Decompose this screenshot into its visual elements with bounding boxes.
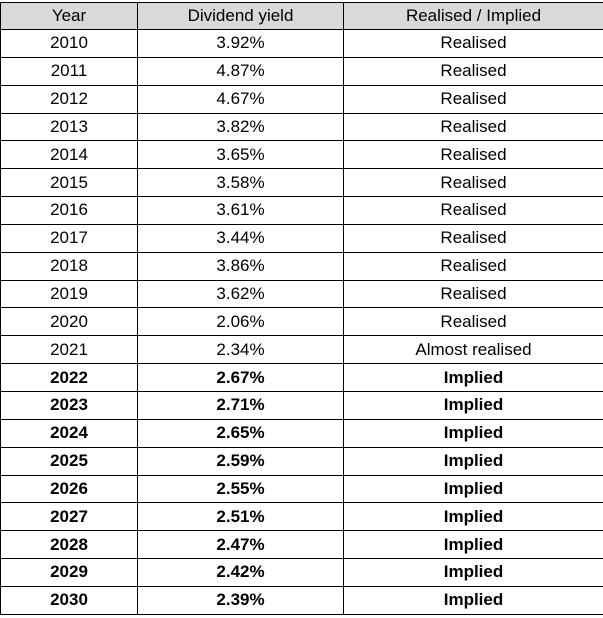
table-row bbox=[1, 503, 603, 531]
dividend-yield-cell: 4.87% bbox=[138, 57, 344, 85]
dividend-yield-cell: 2.59% bbox=[138, 447, 344, 475]
table-row bbox=[1, 419, 603, 447]
status-cell: Realised bbox=[344, 85, 603, 113]
dividend-yield-cell: 3.61% bbox=[138, 197, 344, 225]
dividend-yield-cell: 2.47% bbox=[138, 531, 344, 559]
year-cell: 2030 bbox=[1, 586, 138, 614]
year-cell: 2017 bbox=[1, 224, 138, 252]
table-row bbox=[1, 224, 603, 252]
dividend-yield-cell: 2.51% bbox=[138, 503, 344, 531]
dividend-yield-table bbox=[0, 2, 603, 615]
status-cell: Realised bbox=[344, 280, 603, 308]
dividend-yield-cell: 2.55% bbox=[138, 475, 344, 503]
year-cell: 2025 bbox=[1, 447, 138, 475]
table-row bbox=[1, 85, 603, 113]
year-cell: 2019 bbox=[1, 280, 138, 308]
dividend-yield-cell: 3.86% bbox=[138, 252, 344, 280]
status-cell: Realised bbox=[344, 30, 603, 58]
dividend-yield-cell: 2.06% bbox=[138, 308, 344, 336]
status-cell: Implied bbox=[344, 559, 603, 587]
status-cell: Implied bbox=[344, 419, 603, 447]
column-header-dividend-yield: Dividend yield bbox=[138, 3, 344, 30]
year-cell: 2010 bbox=[1, 30, 138, 58]
column-header-year: Year bbox=[1, 3, 138, 30]
year-cell: 2026 bbox=[1, 475, 138, 503]
dividend-yield-cell: 3.65% bbox=[138, 141, 344, 169]
status-cell: Implied bbox=[344, 364, 603, 392]
table-row bbox=[1, 364, 603, 392]
year-cell: 2013 bbox=[1, 113, 138, 141]
status-cell: Implied bbox=[344, 503, 603, 531]
dividend-yield-cell: 3.62% bbox=[138, 280, 344, 308]
year-cell: 2027 bbox=[1, 503, 138, 531]
status-cell: Realised bbox=[344, 224, 603, 252]
status-cell: Realised bbox=[344, 113, 603, 141]
table-row bbox=[1, 447, 603, 475]
year-cell: 2016 bbox=[1, 197, 138, 225]
status-cell: Implied bbox=[344, 586, 603, 614]
dividend-yield-cell: 2.34% bbox=[138, 336, 344, 364]
table-row bbox=[1, 531, 603, 559]
year-cell: 2018 bbox=[1, 252, 138, 280]
year-cell: 2024 bbox=[1, 419, 138, 447]
table-row bbox=[1, 30, 603, 58]
table-row bbox=[1, 308, 603, 336]
status-cell: Realised bbox=[344, 308, 603, 336]
dividend-yield-cell: 4.67% bbox=[138, 85, 344, 113]
table-row bbox=[1, 559, 603, 587]
year-cell: 2028 bbox=[1, 531, 138, 559]
table-row bbox=[1, 197, 603, 225]
table-row bbox=[1, 280, 603, 308]
table-row bbox=[1, 113, 603, 141]
status-cell: Implied bbox=[344, 531, 603, 559]
year-cell: 2020 bbox=[1, 308, 138, 336]
dividend-yield-cell: 2.42% bbox=[138, 559, 344, 587]
status-cell: Realised bbox=[344, 197, 603, 225]
dividend-yield-cell: 3.82% bbox=[138, 113, 344, 141]
table-row bbox=[1, 57, 603, 85]
dividend-yield-cell: 3.58% bbox=[138, 169, 344, 197]
table-row bbox=[1, 391, 603, 419]
header-row bbox=[1, 3, 603, 30]
year-cell: 2022 bbox=[1, 364, 138, 392]
dividend-yield-cell: 3.44% bbox=[138, 224, 344, 252]
table-row bbox=[1, 252, 603, 280]
status-cell: Realised bbox=[344, 169, 603, 197]
year-cell: 2012 bbox=[1, 85, 138, 113]
dividend-yield-cell: 2.65% bbox=[138, 419, 344, 447]
status-cell: Implied bbox=[344, 475, 603, 503]
status-cell: Implied bbox=[344, 447, 603, 475]
column-header-status: Realised / Implied bbox=[344, 3, 603, 30]
status-cell: Realised bbox=[344, 252, 603, 280]
year-cell: 2011 bbox=[1, 57, 138, 85]
table-header bbox=[1, 3, 603, 30]
table-row bbox=[1, 475, 603, 503]
status-cell: Realised bbox=[344, 57, 603, 85]
year-cell: 2023 bbox=[1, 391, 138, 419]
dividend-yield-cell: 3.92% bbox=[138, 30, 344, 58]
table-row bbox=[1, 141, 603, 169]
year-cell: 2015 bbox=[1, 169, 138, 197]
table-row bbox=[1, 586, 603, 614]
status-cell: Implied bbox=[344, 391, 603, 419]
dividend-yield-cell: 2.67% bbox=[138, 364, 344, 392]
status-cell: Realised bbox=[344, 141, 603, 169]
table-body bbox=[1, 30, 603, 615]
table-row bbox=[1, 169, 603, 197]
dividend-yield-cell: 2.39% bbox=[138, 586, 344, 614]
status-cell: Almost realised bbox=[344, 336, 603, 364]
table-row bbox=[1, 336, 603, 364]
year-cell: 2029 bbox=[1, 559, 138, 587]
year-cell: 2014 bbox=[1, 141, 138, 169]
dividend-yield-cell: 2.71% bbox=[138, 391, 344, 419]
year-cell: 2021 bbox=[1, 336, 138, 364]
